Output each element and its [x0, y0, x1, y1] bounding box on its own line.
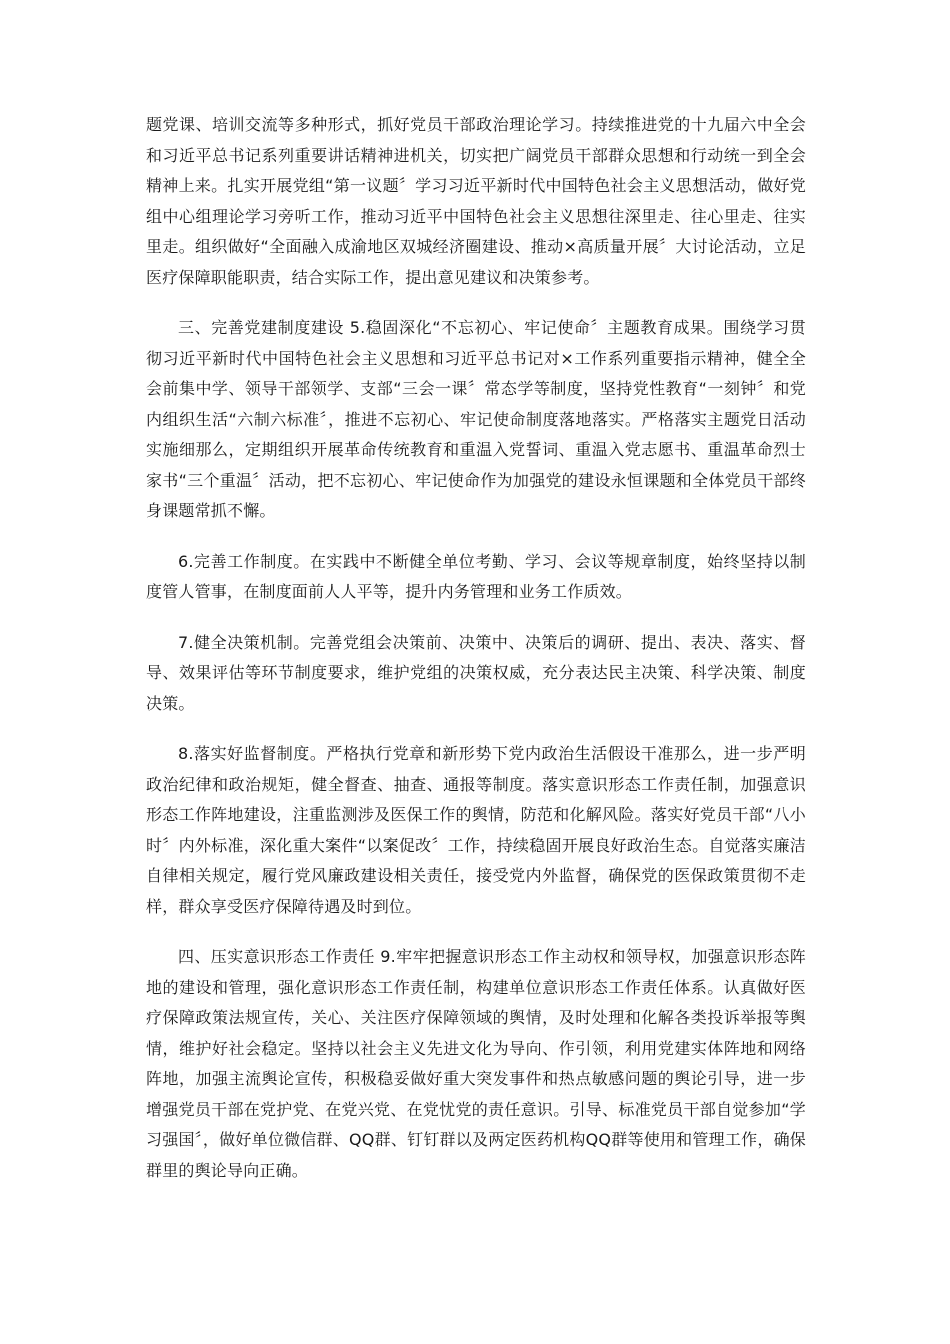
paragraph-section-three: 三、完善党建制度建设 5.稳固深化“不忘初心、牢记使命〞主题教育成果。围绕学习贯彻习近平新时代中国特色社会主义思想和习近平总书记对×工作系列重要指示精神，健全全会前集中学、领导干部领学、支部“三会一课〞常态学等制度，坚持党性教育“一刻钟〞和党内组织生活“六制六标准〞，推进不忘初心、牢记使命制度落地落实。严格落实主题党日活动实施细那么，定期组织开展革命传统教育和重温入党誓词、重温入党志愿书、重温革命烈士家书“三个重温〞活动，把不忘初心、牢记使命作为加强党的建设永恒课题和全体党员干部终身课题常抓不懈。 — [146, 318, 806, 520]
paragraph-continuation: 题党课、培训交流等多种形式，抓好党员干部政治理论学习。持续推进党的十九届六中全会和习近平总书记系列重要讲话精神进机关，切实把广阔党员干部群众思想和行动统一到全会精神上来。扎实开展党组“第一议题〞学习习近平新时代中国特色社会主义思想活动，做好党组中心组理论学习旁听工作，推动习近平中国特色社会主义思想往深里走、往心里走、往实里走。组织做好“全面融入成渝地区双城经济圈建设、推动×高质量开展〞大讨论活动，立足医疗保障职能职责，结合实际工作，提出意见建议和决策参考。 — [146, 115, 806, 287]
paragraph-section-four: 四、压实意识形态工作责任 9.牢牢把握意识形态工作主动权和领导权，加强意识形态阵地的建设和管理，强化意识形态工作责任制，构建单位意识形态工作责任体系。认真做好医疗保障政策法规宣传，关心、关注医疗保障领域的舆情，及时处理和化解各类投诉举报等舆情，维护好社会稳定。坚持以社会主义先进文化为导向、作引领，利用党建实体阵地和网络阵地，加强主流舆论宣传，积极稳妥做好重大突发事件和热点敏感问题的舆论引导，进一步增强党员干部在党护党、在党兴党、在党忧党的责任意识。引导、标准党员干部自觉参加“学习强国〞，做好单位微信群、QQ群、钉钉群以及两定医药机构QQ群等使用和管理工作，确保群里的舆论导向正确。 — [146, 947, 806, 1180]
paragraph-item-6: 6.完善工作制度。在实践中不断健全单位考勤、学习、会议等规章制度，始终坚持以制度管人管事，在制度面前人人平等，提升内务管理和业务工作质效。 — [146, 551, 806, 601]
paragraph-item-8: 8.落实好监督制度。严格执行党章和新形势下党内政治生活假设干准那么，进一步严明政治纪律和政治规矩，健全督查、抽查、通报等制度。落实意识形态工作责任制，加强意识形态工作阵地建设，注重监测涉及医保工作的舆情，防范和化解风险。落实好党员干部“八小时〞内外标准，深化重大案件“以案促改〞工作，持续稳固开展良好政治生态。自觉落实廉洁自律相关规定，履行党风廉政建设相关责任，接受党内外监督，确保党的医保政策贯彻不走样，群众享受医疗保障待遇及时到位。 — [146, 744, 806, 916]
document-body — [146, 110, 806, 1206]
paragraph-item-7: 7.健全决策机制。完善党组会决策前、决策中、决策后的调研、提出、表决、落实、督导、效果评估等环节制度要求，维护党组的决策权威，充分表达民主决策、科学决策、制度决策。 — [146, 632, 806, 713]
